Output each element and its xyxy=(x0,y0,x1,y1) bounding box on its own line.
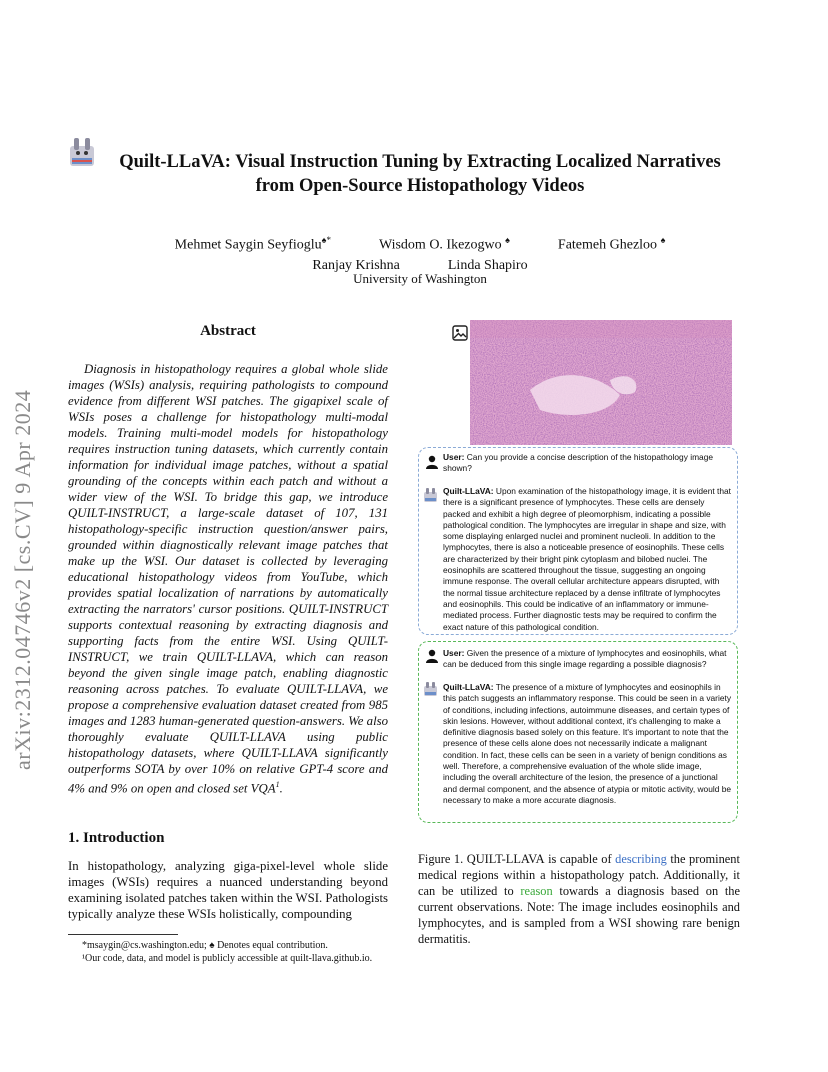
chat-panel-reason xyxy=(418,641,738,823)
chat-panel-describe xyxy=(418,447,738,635)
user-icon xyxy=(425,649,439,663)
intro-text: In histopathology, analyzing giga-pixel-level whole slide images (WSIs) requires a nuanced understanding beyond examining isolated patches taken within the WSI. Pathologists typically analyze these WSIs holistically, compounding xyxy=(68,859,388,921)
user-icon xyxy=(425,455,439,469)
arxiv-side-label: arXiv:2312.04746v2 [cs.CV] 9 Apr 2024 xyxy=(10,389,35,770)
author-4: Ranjay Krishna xyxy=(312,257,400,273)
reason-link[interactable]: reason xyxy=(520,884,553,898)
title-line-2: from Open-Source Histopathology Videos xyxy=(255,176,585,196)
affiliation: University of Washington xyxy=(353,271,487,286)
author-list xyxy=(80,230,760,276)
histopathology-image xyxy=(470,320,732,445)
footnote-divider xyxy=(68,934,178,935)
author-1: Mehmet Saygin Seyfioglu♠* xyxy=(174,235,331,253)
footnote-2: ¹Our code, data, and model is publicly accessible at quilt-llava.github.io. xyxy=(82,953,373,964)
quilt-llava-avatar-icon xyxy=(423,487,439,503)
image-icon xyxy=(452,325,468,341)
bot-message-2: Quilt-LLaVA: The presence of a mixture of lymphocytes and eosinophils in this patch suggests an inflammatory response. This could be seen in a variety of conditions, including infections, autoimmune diseases, and certain types of skin lesions. However, without additional context, it's challenging to make a definitive diagnosis based solely on this feature. It's important to note that the presence of these cells alone does not necessarily indicate a malignant condition. In fact, these cells can be seen in a variety of benign conditions as well. Therefore, a comprehensive evaluation of the whole slide image, including the overall architecture of the lesion, the presence of a junctional and dermal component, and the absence of atypia or mitotic activity, would be necessary to make a more accurate diagnosis. xyxy=(443,682,732,805)
author-5: Linda Shapiro xyxy=(447,257,528,273)
abstract-heading: Abstract xyxy=(200,323,256,339)
bot-message-1: Quilt-LLaVA: Upon examination of the histopathology image, it is evident that there is a significant presence of lymphocytes. These cells are densely packed and exhibit a high degree of pleomorphism, indicating a possible pathological condition. The lymphocytes are irregular in shape and size, with some displaying enlarged nuclei and prominent nucleoli. In addition to the lymphocytes, there is also a noticeable presence of eosinophils. These cells are characterized by their bright pink cytoplasm and bilobed nuclei. The eosinophils are scattered throughout the tissue, suggesting an ongoing immune response. The overall cellular architecture appears disrupted, with the normal tissue architecture replaced by a dense infiltrate of lymphocytes and eosinophils. This could be indicative of an inflammatory or immune-mediated process. Further diagnostic tests may be required to confirm the exact nature of this pathological condition. xyxy=(443,486,731,632)
author-3: Fatemeh Ghezloo ♠ xyxy=(557,235,666,253)
title-line-1: Quilt-LLaVA: Visual Instruction Tuning by Extracting Localized Narratives xyxy=(119,152,721,172)
footnote-mark: 1 xyxy=(275,780,280,789)
quilt-llava-avatar-icon xyxy=(423,681,439,697)
footnote-1: *msaygin@cs.washington.edu; ♠ Denotes equal contribution. xyxy=(82,940,328,951)
figure-caption: Figure 1. QUILT-LLAVA is capable of describing the prominent medical regions within a histopathology patch. Additionally, it can be utilized to reason towards a diagnosis based on the current observations. Note: The image includes eosinophils and lymphocytes, and is sampled from a WSI showing rare benign dermatitis. xyxy=(418,852,740,946)
intro-heading: 1. Introduction xyxy=(68,830,165,846)
footnotes xyxy=(68,939,398,965)
describing-link[interactable]: describing xyxy=(615,852,667,866)
user-message-2: User: Given the presence of a mixture of lymphocytes and eosinophils, what can be deduced from this single image regarding a possible diagnosis? xyxy=(443,648,727,670)
author-2: Wisdom O. Ikezogwo ♠ xyxy=(378,235,510,253)
paper-title xyxy=(70,150,770,198)
abstract-text: Diagnosis in histopathology requires a global whole slide images (WSIs) analysis, requiring pathologists to compound evidence from different WSI patches. The gigapixel scale of WSIs poses a challenge for histopathology multi-modal models. Training multi-model models for histopathology requires instruction tuning datasets, which currently contain information for individual image patches, without a spatial grounding of the concepts within each patch and without a wider view of the WSI. To bridge this gap, we introduce QUILT-INSTRUCT, a large-scale dataset of 107, 131 histopathology-specific instruction question/answer pairs, grounded within diagnostically relevant image patches that make up the WSI. Our dataset is collected by leveraging educational histopathology videos from YouTube, which provides spatial localization of narrations by automatically extracting the narrators' cursor positions. QUILT-INSTRUCT supports contextual reasoning by extracting diagnosis and supporting facts from the entire WSI. Using QUILT-INSTRUCT, we train QUILT-LLAVA, which can reason beyond the given single image patch, enabling diagnostic reasoning across patches. To evaluate QUILT-LLAVA, we propose a comprehensive evaluation dataset created from 985 images and 1283 human-generated question-answers. We also thoroughly evaluate QUILT-LLAVA using public histopathology datasets, where QUILT-LLAVA significantly outperforms SOTA by over 10% on relative GPT-4 score and 4% and 9% on open and closed set VQA$^1$. xyxy=(68,362,388,796)
user-message-1: User: Can you provide a concise description of the histopathology image shown? xyxy=(443,452,714,474)
